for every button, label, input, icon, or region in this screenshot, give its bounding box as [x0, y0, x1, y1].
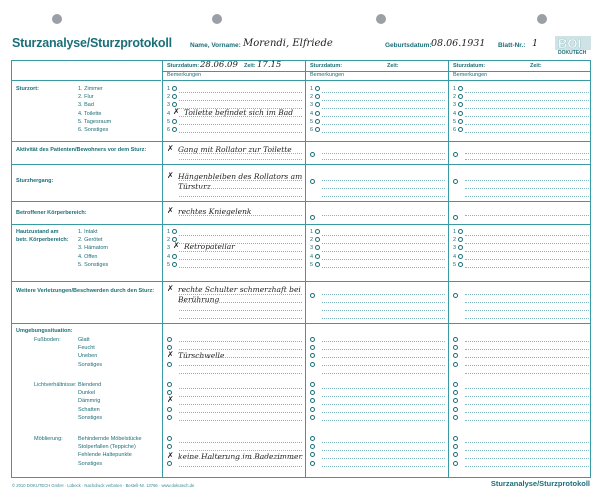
writing-line	[179, 108, 302, 109]
writing-line	[465, 243, 589, 244]
check-mark: ✗	[167, 451, 174, 460]
hautzustand-checkboxes-col2[interactable]: 1 2 3 4 5	[310, 228, 320, 269]
writing-line	[322, 188, 445, 189]
writing-line	[179, 357, 302, 358]
writing-line	[465, 132, 589, 133]
writing-line	[322, 108, 445, 109]
col1-time-value[interactable]: 17.15	[257, 60, 282, 70]
col3-time-label: Zeit:	[530, 63, 542, 69]
writing-line	[179, 466, 302, 467]
aktivitaet-checkbox-col3[interactable]	[453, 146, 458, 164]
writing-line	[465, 450, 589, 451]
writing-line	[179, 404, 302, 405]
writing-line	[465, 365, 589, 366]
writing-line	[465, 180, 589, 181]
writing-line	[465, 153, 589, 154]
writing-line	[465, 388, 589, 389]
writing-line	[322, 116, 445, 117]
writing-line	[179, 243, 302, 244]
fussboden-entry[interactable]: Türschwelle	[178, 351, 225, 360]
writing-line	[465, 124, 589, 125]
aktivitaet-entry[interactable]: Gang mit Rollator zur Toilette	[178, 145, 292, 154]
name-label: Name, Vorname:	[190, 42, 241, 49]
sheet-label: Blatt-Nr.:	[498, 42, 526, 49]
verletzungen-entry-line1[interactable]: rechte Schulter schmerzhaft bei	[178, 285, 301, 294]
hautzustand-label: Hautzustand am betr. Körperbereich:	[16, 229, 69, 243]
writing-line	[465, 116, 589, 117]
writing-line	[322, 132, 445, 133]
check-mark: ✗	[173, 241, 180, 250]
verletzungen-label: Weitere Verletzungen/Beschwerden durch den Sturz:	[16, 288, 155, 294]
writing-line	[465, 396, 589, 397]
writing-line	[465, 373, 589, 374]
writing-line	[322, 267, 445, 268]
col2-date-label: Sturzdatum:	[310, 63, 343, 69]
writing-line	[179, 365, 302, 366]
moebel-label: Möblierung:	[34, 436, 63, 442]
writing-line	[465, 442, 589, 443]
birth-value[interactable]: 08.06.1931	[431, 38, 486, 49]
check-mark: ✗	[167, 206, 174, 215]
punch-hole	[52, 14, 62, 24]
writing-line	[322, 100, 445, 101]
fussboden-checkboxes-col2[interactable]	[310, 336, 315, 369]
umgebung-label: Umgebungssituation:	[16, 328, 73, 334]
writing-line	[465, 458, 589, 459]
hautzustand-checkboxes-col1[interactable]: 1 2 3 4 5	[167, 228, 177, 269]
verletzungen-checkbox-col2[interactable]	[310, 287, 315, 305]
writing-line	[465, 215, 589, 216]
writing-line	[465, 92, 589, 93]
writing-line	[322, 341, 445, 342]
sturzhergang-label: Sturzhergang:	[16, 178, 54, 184]
licht-label: Lichtverhältnisse:	[34, 382, 77, 388]
col2-time-label: Zeit:	[387, 63, 399, 69]
writing-line	[465, 267, 589, 268]
writing-line	[179, 153, 302, 154]
col2-remarks-label: Bemerkungen	[310, 72, 345, 78]
writing-line	[322, 388, 445, 389]
writing-line	[179, 159, 302, 160]
writing-line	[322, 450, 445, 451]
writing-line	[322, 365, 445, 366]
writing-line	[465, 108, 589, 109]
writing-line	[179, 412, 302, 413]
sturzhergang-checkbox-col3[interactable]	[453, 173, 458, 191]
sturzort-checkboxes-col3[interactable]: 1 2 3 4 5 6	[453, 85, 463, 134]
protocol-grid	[11, 60, 591, 478]
sturzort-label: Sturzort:	[16, 86, 39, 92]
koerperbereich-checkbox-col3[interactable]	[453, 209, 458, 227]
moebel-entry[interactable]: keine Halterung im Badezimmer	[178, 452, 303, 461]
licht-checkboxes-col3[interactable]	[453, 381, 458, 422]
footer-form-title: Sturzanalyse/Sturzprotokoll	[490, 479, 590, 488]
check-mark: ✗	[173, 107, 180, 116]
writing-line	[465, 412, 589, 413]
verletzungen-checkbox-col3[interactable]	[453, 287, 458, 305]
koerperbereich-entry[interactable]: rechtes Kniegelenk	[178, 207, 252, 216]
sturzhergang-entry-line1[interactable]: Hängenbleiben des Rollators am	[178, 172, 303, 181]
check-mark: ✗	[167, 284, 174, 293]
writing-line	[465, 341, 589, 342]
writing-line	[465, 310, 589, 311]
writing-line	[465, 466, 589, 467]
writing-line	[465, 188, 589, 189]
col1-date-value[interactable]: 28.06.09	[200, 60, 238, 70]
hautzustand-options: 1. Intakt 2. Gerötet 3. Hämatom 4. Offen 5. Sonstiges	[78, 229, 109, 268]
col1-time-label: Zeit:	[244, 63, 256, 69]
writing-line	[179, 267, 302, 268]
writing-line	[322, 404, 445, 405]
aktivitaet-checkbox-col2[interactable]	[310, 146, 315, 164]
writing-line	[322, 153, 445, 154]
writing-line	[322, 349, 445, 350]
writing-line	[179, 132, 302, 133]
writing-line	[322, 235, 445, 236]
writing-line	[322, 180, 445, 181]
writing-line	[179, 116, 302, 117]
fussboden-checkboxes-col3[interactable]	[453, 336, 458, 369]
writing-line	[179, 235, 302, 236]
licht-options: Blendend Dunkel Dämmrig Schatten Sonstiges	[78, 382, 103, 421]
writing-line	[179, 396, 302, 397]
writing-line	[465, 302, 589, 303]
writing-line	[322, 466, 445, 467]
writing-line	[465, 318, 589, 319]
punch-hole	[537, 14, 547, 24]
writing-line	[179, 349, 302, 350]
check-mark: ✗	[167, 144, 174, 153]
writing-line	[322, 420, 445, 421]
punch-hole	[212, 14, 222, 24]
writing-line	[179, 215, 302, 216]
writing-line	[179, 318, 302, 319]
punch-hole	[376, 14, 386, 24]
check-mark: ✗	[167, 395, 174, 404]
sturzhergang-checkbox-col2[interactable]	[310, 173, 315, 191]
sturzort-checkboxes-col1[interactable]: 1 2 3 4 5 6	[167, 85, 177, 134]
writing-line	[322, 259, 445, 260]
writing-line	[179, 100, 302, 101]
writing-line	[179, 310, 302, 311]
col1-remarks-label: Bemerkungen	[167, 72, 202, 78]
moebel-options: Behindernde Möbelstücke Stolperfallen (Teppiche) Fehlende Haltepunkte Sonstiges	[78, 436, 142, 467]
writing-line	[179, 458, 302, 459]
writing-line	[179, 92, 302, 93]
writing-line	[465, 235, 589, 236]
writing-line	[322, 302, 445, 303]
writing-line	[179, 251, 302, 252]
writing-line	[322, 243, 445, 244]
writing-line	[465, 196, 589, 197]
writing-line	[465, 420, 589, 421]
writing-line	[465, 259, 589, 260]
writing-line	[179, 373, 302, 374]
col1-date-label: Sturzdatum:	[167, 63, 200, 69]
writing-line	[179, 302, 302, 303]
birth-label: Geburtsdatum:	[385, 42, 432, 49]
name-value[interactable]: Morendi, Elfriede	[243, 38, 333, 49]
licht-checkboxes-col2[interactable]	[310, 381, 315, 422]
moebel-checkboxes-col3[interactable]	[453, 435, 458, 468]
writing-line	[179, 450, 302, 451]
form-title: Sturzanalyse/Sturzprotokoll	[12, 36, 172, 50]
writing-line	[322, 458, 445, 459]
hautzustand-entry[interactable]: Retropatellar	[184, 242, 235, 251]
writing-line	[322, 318, 445, 319]
writing-line	[322, 396, 445, 397]
writing-line	[322, 251, 445, 252]
writing-line	[322, 215, 445, 216]
writing-line	[465, 357, 589, 358]
sturzort-options: 1. Zimmer 2. Flur 3. Bad 4. Toilette 5. Tagesraum 6. Sonstiges	[78, 86, 112, 134]
writing-line	[179, 259, 302, 260]
writing-line	[179, 388, 302, 389]
dokutech-logo	[555, 36, 591, 58]
koerperbereich-checkbox-col2[interactable]	[310, 209, 315, 227]
sturzort-checkboxes-col2[interactable]: 1 2 3 4 5 6	[310, 85, 320, 134]
moebel-checkboxes-col2[interactable]	[310, 435, 315, 468]
check-mark: ✗	[167, 171, 174, 180]
writing-line	[465, 251, 589, 252]
sheet-value[interactable]: 1	[532, 38, 539, 49]
writing-line	[322, 373, 445, 374]
sturzhergang-entry-line2[interactable]: Türsturz	[178, 182, 211, 191]
col3-remarks-label: Bemerkungen	[453, 72, 488, 78]
sturzort-entry[interactable]: Toilette befindet sich im Bad	[184, 108, 294, 117]
check-mark: ✗	[167, 350, 174, 359]
writing-line	[179, 420, 302, 421]
writing-line	[322, 357, 445, 358]
aktivitaet-label: Aktivität des Patienten/Bewohners vor dem Sturz:	[16, 147, 147, 153]
writing-line	[179, 294, 302, 295]
writing-line	[322, 92, 445, 93]
koerperbereich-label: Betroffener Körperbereich:	[16, 210, 87, 216]
col3-date-label: Sturzdatum:	[453, 63, 486, 69]
hautzustand-checkboxes-col3[interactable]: 1 2 3 4 5	[453, 228, 463, 269]
writing-line	[179, 196, 302, 197]
footer-copyright: © 2010 DOKUTECH GmbH · Lübeck · Nachdruck verboten · Bestell-Nr. 13766 · www.dokutech.de	[12, 483, 195, 488]
writing-line	[322, 159, 445, 160]
writing-line	[179, 341, 302, 342]
writing-line	[465, 294, 589, 295]
writing-line	[179, 188, 302, 189]
writing-line	[322, 412, 445, 413]
logo-text: DOKUTECH	[558, 50, 587, 56]
writing-line	[322, 196, 445, 197]
writing-line	[322, 124, 445, 125]
writing-line	[465, 100, 589, 101]
writing-line	[322, 294, 445, 295]
verletzungen-entry-line2[interactable]: Berührung	[178, 295, 220, 304]
writing-line	[465, 349, 589, 350]
writing-line	[322, 310, 445, 311]
writing-line	[465, 404, 589, 405]
fussboden-label: Fußboden:	[34, 337, 61, 343]
writing-line	[179, 180, 302, 181]
writing-line	[465, 159, 589, 160]
writing-line	[179, 124, 302, 125]
fussboden-options: Glatt Feucht Uneben Sonstiges	[78, 337, 103, 368]
writing-line	[179, 442, 302, 443]
svg-text:BOI: BOI	[558, 36, 582, 51]
writing-line	[322, 442, 445, 443]
